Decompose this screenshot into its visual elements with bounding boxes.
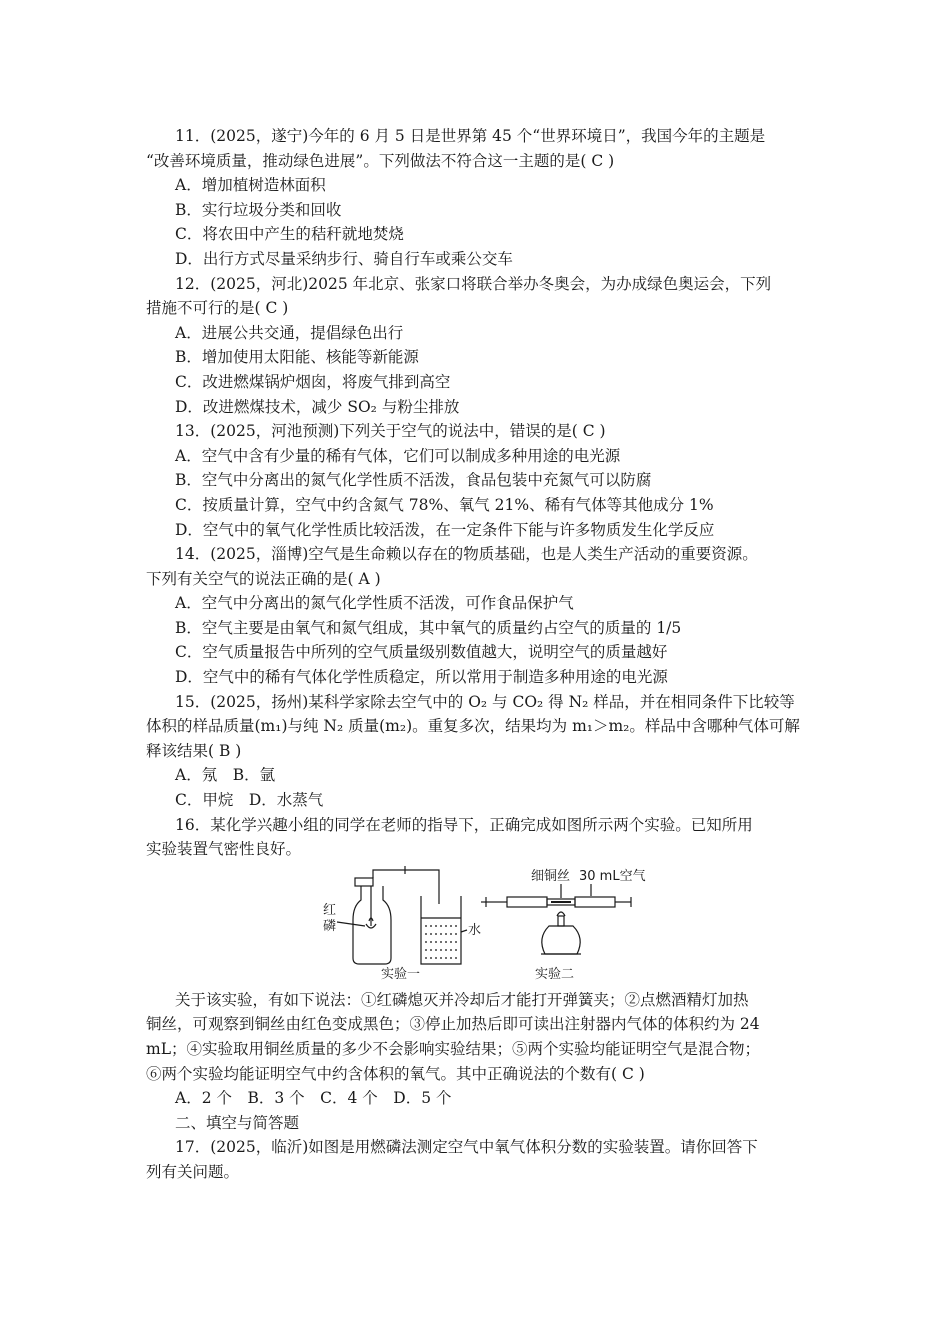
q16-stem-line2: 实验装置气密性良好。 — [146, 840, 302, 859]
section-heading: 二、填空与简答题 — [175, 1113, 300, 1132]
q17-stem-line2: 列有关问题。 — [146, 1162, 240, 1181]
q12-stem-line1: 12．(2025，河北)2025 年北京、张家口将联合举办冬奥会，为办成绿色奥运会，下列 — [175, 274, 772, 293]
q11-option-b: B．实行垃圾分类和回收 — [175, 200, 342, 219]
q11-option-d: D．出行方式尽量采纳步行、骑自行车或乘公交车 — [175, 249, 513, 268]
q15-stem-line1: 15．(2025，扬州)某科学家除去空气中的 O₂ 与 CO₂ 得 N₂ 样品，并在相同条件下比较等 — [175, 692, 795, 711]
worksheet-page — [146, 124, 806, 1185]
phosphorus-pointer — [337, 922, 365, 926]
label-copper-wire: 细铜丝 — [531, 868, 571, 884]
q12-option-d: D．改进燃煤技术，减少 SO₂ 与粉尘排放 — [175, 397, 460, 416]
experiment-two-apparatus — [481, 884, 631, 954]
q15-stem-line2: 体积的样品质量(m₁)与纯 N₂ 质量(m₂)。重复多次，结果均为 m₁＞m₂。样品中含哪种气体可解 — [146, 717, 800, 736]
q16-options: A．2 个 B．3 个 C．4 个 D．5 个 — [175, 1089, 452, 1108]
q14-option-a: A．空气中分离出的氮气化学性质不活泼，可作食品保护气 — [175, 594, 574, 613]
q15-options-cd: C．甲烷 D．水蒸气 — [175, 791, 324, 810]
q12-option-b: B．增加使用太阳能、核能等新能源 — [175, 348, 419, 367]
q14-option-c: C．空气质量报告中所列的空气质量级别数值越大，说明空气的质量越好 — [175, 643, 668, 662]
q13-stem-line1: 13．(2025，河池预测)下列关于空气的说法中，错误的是( C ) — [175, 422, 606, 441]
q13-option-b: B．空气中分离出的氮气化学性质不活泼，食品包装中充氮气可以防腐 — [175, 471, 652, 490]
q11-stem-line2: “改善环境质量，推动绿色进展”。下列做法不符合这一主题的是( C ) — [146, 151, 615, 170]
q16-stem-line1: 16．某化学兴趣小组的同学在老师的指导下，正确完成如图所示两个实验。已知所用 — [175, 815, 753, 834]
label-experiment-one: 实验一 — [381, 966, 421, 982]
right-syringe — [575, 897, 615, 907]
q12-option-c: C．改进燃煤锅炉烟囱，将废气排到高空 — [175, 372, 451, 391]
lamp-wick — [558, 916, 564, 926]
experiment-one-apparatus — [337, 866, 467, 964]
q15-options-ab: A．氖 B．氩 — [175, 766, 276, 785]
q11-stem-line1: 11．(2025，遂宁)今年的 6 月 5 日是世界第 45 个“世界环境日”，我国今年的主题是 — [175, 127, 766, 145]
q14-option-d: D．空气中的稀有气体化学性质稳定，所以常用于制造多种用途的电光源 — [175, 668, 668, 687]
left-syringe — [507, 897, 547, 907]
q11-option-a: A．增加植树造林面积 — [175, 176, 326, 195]
q12-stem-line2: 措施不可行的是( C ) — [146, 299, 289, 318]
q13-option-d: D．空气中的氧气化学性质比较活泼，在一定条件下能与许多物质发生化学反应 — [175, 520, 715, 539]
q16-statement-line4: ⑥两个实验均能证明空气中约含体积的氧气。其中正确说法的个数有( C ) — [146, 1064, 645, 1083]
experiment-figure — [146, 866, 806, 982]
q15-stem-line3: 释该结果( B ) — [146, 741, 242, 760]
q17-stem-line1: 17．(2025，临沂)如图是用燃磷法测定空气中氧气体积分数的实验装置。请你回答下 — [175, 1138, 758, 1157]
q12-option-a: A．进展公共交通，提倡绿色出行 — [175, 323, 404, 342]
q16-statement-line1: 关于该实验，有如下说法：①红磷熄灭并冷却后才能打开弹簧夹；②点燃酒精灯加热 — [175, 990, 749, 1009]
water-pointer — [461, 930, 467, 932]
q13-option-a: A．空气中含有少量的稀有气体，它们可以制成多种用途的电光源 — [175, 446, 621, 465]
q14-stem-line2: 下列有关空气的说法正确的是( A ) — [146, 569, 381, 588]
label-red-phosphorus-1: 红 — [323, 902, 337, 918]
alcohol-lamp — [542, 926, 580, 954]
q16-statement-line2: 铜丝，可观察到铜丝由红色变成黑色；③停止加热后即可读出注射器内气体的体积约为 24 — [146, 1015, 760, 1034]
beaker — [421, 896, 461, 964]
q16-statement-line3: mL；④实验取用铜丝质量的多少不会影响实验结果；⑤两个实验均能证明空气是混合物； — [146, 1040, 760, 1058]
stopper — [355, 878, 373, 886]
label-red-phosphorus-2: 磷 — [323, 918, 337, 934]
q13-option-c: C．按质量计算，空气中约含氮气 78%、氧气 21%、稀有气体等其他成分 1% — [175, 495, 714, 514]
q14-stem-line1: 14．(2025，淄博)空气是生命赖以存在的物质基础，也是人类生产活动的重要资源。 — [175, 545, 758, 564]
label-experiment-two: 实验二 — [535, 966, 575, 982]
label-air-30ml: 30 mL空气 — [579, 868, 646, 884]
q11-option-c: C．将农田中产生的秸秆就地焚烧 — [175, 225, 404, 244]
label-water: 水 — [468, 922, 482, 938]
q14-option-b: B．空气主要是由氧气和氮气组成，其中氧气的质量约占空气的质量的 1/5 — [175, 618, 682, 637]
experiment-diagram — [323, 866, 646, 982]
